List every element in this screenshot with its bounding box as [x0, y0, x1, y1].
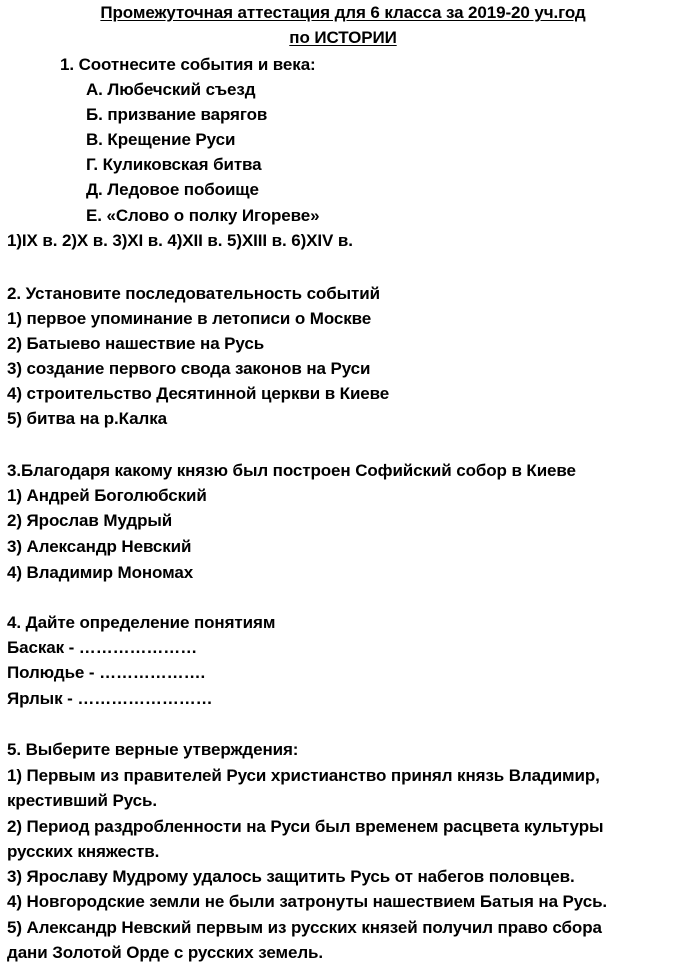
- question-1-event: Д. Ледовое побоище: [86, 180, 259, 199]
- question-2-heading: 2. Установите последовательность событий: [7, 284, 380, 303]
- question-3-item: 1) Андрей Боголюбский: [7, 486, 207, 505]
- question-1-event: В. Крещение Руси: [86, 130, 236, 149]
- question-1-heading: 1. Соотнесите события и века:: [60, 55, 316, 74]
- document-title: Промежуточная аттестация для 6 класса за 2019-20 уч.год: [100, 3, 586, 22]
- question-3-item: 4) Владимир Мономах: [7, 563, 194, 582]
- question-1-event: Б. призвание варягов: [86, 105, 268, 124]
- question-5-line: 2) Период раздробленности на Руси был временем расцвета культуры: [7, 817, 604, 836]
- question-4-term: Баскак - …………………: [7, 638, 198, 657]
- question-5-line: 5) Александр Невский первым из русских князей получил право сбора: [7, 918, 602, 937]
- question-4-heading: 4. Дайте определение понятиям: [7, 613, 276, 632]
- question-3-item: 2) Ярослав Мудрый: [7, 511, 173, 530]
- question-5-line: крестивший Русь.: [7, 791, 157, 810]
- question-5-heading: 5. Выберите верные утверждения:: [7, 740, 299, 759]
- question-3-item: 3) Александр Невский: [7, 537, 192, 556]
- question-1-event: Е. «Слово о полку Игореве»: [86, 206, 320, 225]
- question-1-centuries: 1)IX в. 2)X в. 3)XI в. 4)XII в. 5)XIII в. 6)XIV в.: [7, 231, 353, 250]
- question-1-event: А. Любечский съезд: [86, 80, 256, 99]
- question-5-line: 3) Ярославу Мудрому удалось защитить Русь от набегов половцев.: [7, 867, 575, 886]
- question-2-item: 5) битва на р.Калка: [7, 409, 167, 428]
- question-4-term: Полюдье - ……………….: [7, 663, 206, 682]
- question-5-line: 1) Первым из правителей Руси христианство принял князь Владимир,: [7, 766, 600, 785]
- question-5-line: русских княжеств.: [7, 842, 160, 861]
- question-5-line: 4) Новгородские земли не были затронуты нашествием Батыя на Русь.: [7, 892, 608, 911]
- question-5-line: дани Золотой Орде с русских земель.: [7, 943, 324, 962]
- question-2-item: 1) первое упоминание в летописи о Москве: [7, 309, 372, 328]
- document-subject: по ИСТОРИИ: [289, 28, 397, 47]
- question-2-item: 4) строительство Десятинной церкви в Киеве: [7, 384, 390, 403]
- question-1-event: Г. Куликовская битва: [86, 155, 262, 174]
- question-4-term: Ярлык - ……………………: [7, 689, 213, 708]
- question-2-item: 2) Батыево нашествие на Русь: [7, 334, 265, 353]
- question-3-heading: 3.Благодаря какому князю был построен Софийский собор в Киеве: [7, 461, 576, 480]
- question-2-item: 3) создание первого свода законов на Руси: [7, 359, 371, 378]
